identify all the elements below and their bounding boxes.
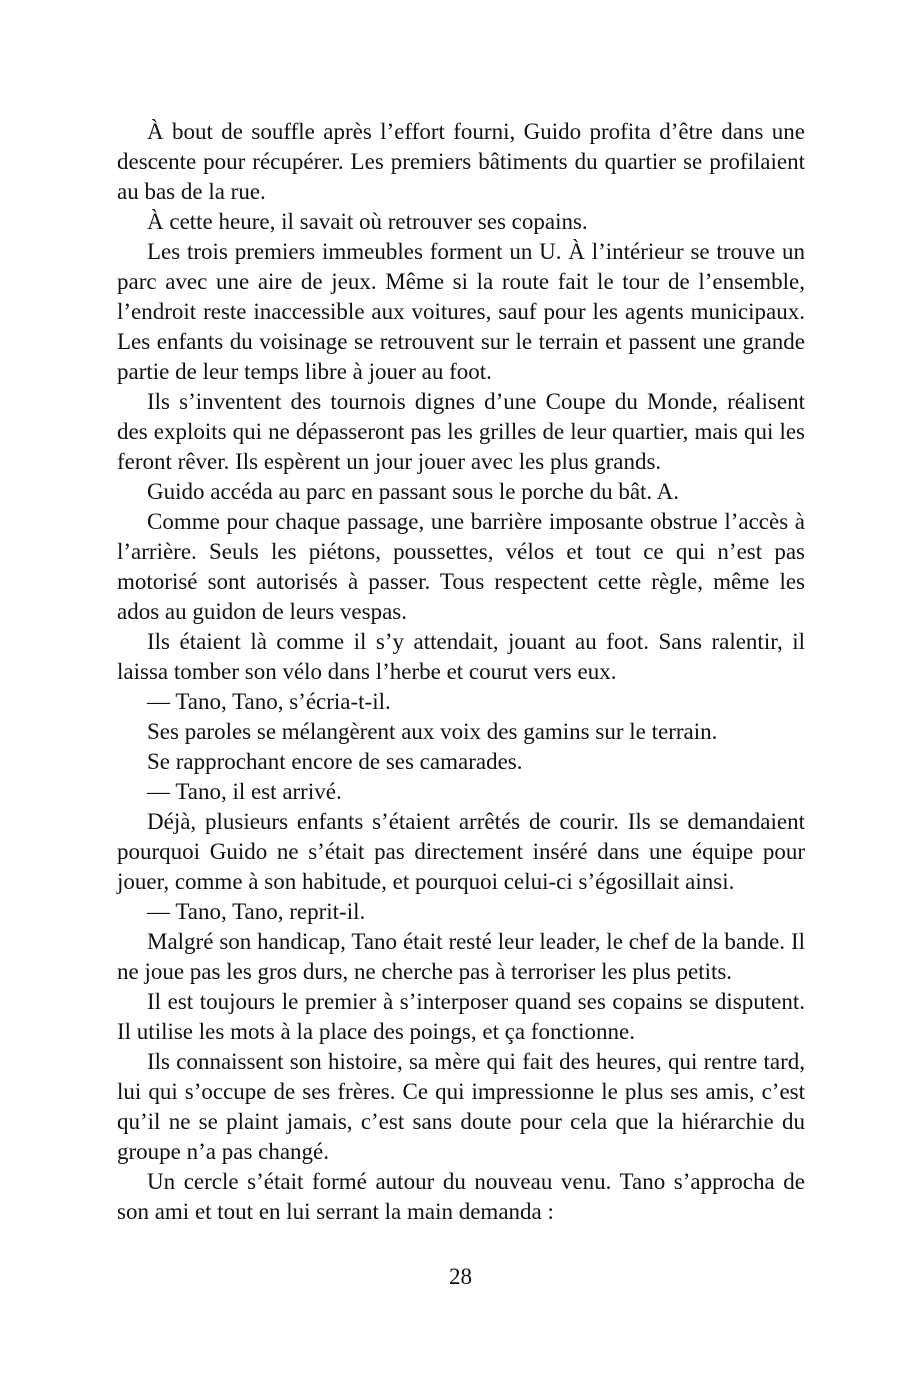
paragraph: Les trois premiers immeubles forment un U. À l’intérieur se trouve un parc avec une aire de jeux. Même si la route fait le tour de l’ensemble, l’endroit reste inaccessible aux voitures, sauf pour les agents municipaux. Les enfants du voisinage se retrouvent sur le terrain et passent une grande partie de leur temps libre à jouer au foot. xyxy=(117,239,805,384)
paragraph: Ils s’inventent des tournois dignes d’une Coupe du Monde, réalisent des exploits qui ne dépasseront pas les grilles de leur quartier, mais qui les feront rêver. Ils espèrent un jour jouer avec les plus grands. xyxy=(117,389,805,474)
paragraph: Déjà, plusieurs enfants s’étaient arrêtés de courir. Ils se demandaient pourquoi Guido ne s’était pas directement inséré dans une équipe pour jouer, comme à son habitude, et pourquoi celui-ci s’égosillait ainsi. xyxy=(117,809,805,894)
page-number: 28 xyxy=(449,1264,472,1289)
paragraph: À cette heure, il savait où retrouver ses copains. xyxy=(147,209,588,234)
paragraph: Comme pour chaque passage, une barrière imposante obstrue l’accès à l’arrière. Seuls les piétons, poussettes, vélos et tout ce qui n’est pas motorisé sont autorisés à passer. Tous respectent cette règle, même les ados au guidon de leurs vespas. xyxy=(117,509,805,624)
paragraph: Ses paroles se mélangèrent aux voix des gamins sur le terrain. xyxy=(147,719,718,744)
dialogue-line: — Tano, Tano, reprit-il. xyxy=(147,899,366,924)
paragraph: Ils étaient là comme il s’y attendait, jouant au foot. Sans ralentir, il laissa tomber son vélo dans l’herbe et courut vers eux. xyxy=(117,629,805,684)
paragraph: À bout de souffle après l’effort fourni, Guido profita d’être dans une descente pour récupérer. Les premiers bâtiments du quartier se profilaient au bas de la rue. xyxy=(117,119,805,204)
paragraph: Se rapprochant encore de ses camarades. xyxy=(147,749,523,774)
dialogue-line: — Tano, il est arrivé. xyxy=(147,779,342,804)
paragraph: Ils connaissent son histoire, sa mère qui fait des heures, qui rentre tard, lui qui s’occupe de ses frères. Ce qui impressionne le plus ses amis, c’est qu’il ne se plaint jamais, c’est sans doute pour cela que la hiérarchie du groupe n’a pas changé. xyxy=(117,1049,805,1164)
dialogue-line: — Tano, Tano, s’écria-t-il. xyxy=(147,689,391,714)
paragraph: Il est toujours le premier à s’interposer quand ses copains se disputent. Il utilise les mots à la place des poings, et ça fonctionne. xyxy=(117,989,805,1044)
paragraph: Guido accéda au parc en passant sous le porche du bât. A. xyxy=(147,479,680,504)
paragraph: Malgré son handicap, Tano était resté leur leader, le chef de la bande. Il ne joue pas les gros durs, ne cherche pas à terroriser les plus petits. xyxy=(117,929,805,984)
body-text xyxy=(117,117,805,1227)
paragraph: Un cercle s’était formé autour du nouveau venu. Tano s’approcha de son ami et tout en lui serrant la main demanda : xyxy=(117,1169,805,1224)
